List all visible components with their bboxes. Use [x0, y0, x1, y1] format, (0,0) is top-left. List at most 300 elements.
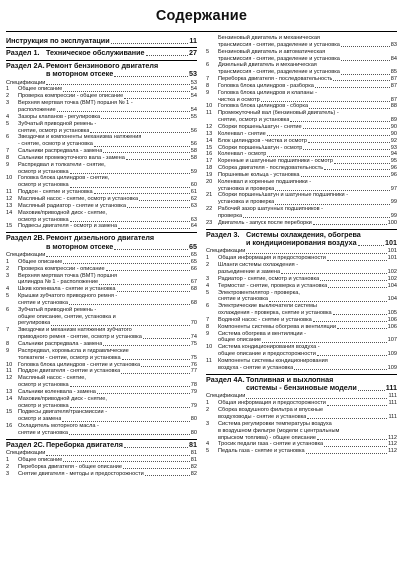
toc-entry-page: 90	[390, 130, 397, 137]
dot-leader	[317, 355, 387, 356]
toc-entry-page: 68	[190, 299, 197, 306]
toc-entry[interactable]	[206, 35, 397, 42]
toc-entry[interactable]	[6, 341, 197, 348]
toc-entry-page: 54	[190, 93, 197, 100]
toc-entry-number: 1	[206, 400, 210, 407]
toc-entry[interactable]	[206, 331, 397, 338]
toc-entry-title: Верхняя мертвая точка (ВМТ) поршня № 1 -	[18, 100, 133, 107]
toc-entry[interactable]	[6, 169, 197, 176]
toc-entry[interactable]	[6, 259, 197, 266]
toc-entry[interactable]	[206, 303, 397, 310]
toc-entry-page: 77	[190, 368, 197, 375]
dot-leader	[145, 475, 190, 476]
toc-entry[interactable]	[206, 42, 397, 49]
toc-entry[interactable]	[206, 151, 397, 158]
toc-entry[interactable]	[206, 165, 397, 172]
toc-entry-title: Головка блока цилиндров - сборка	[218, 103, 309, 110]
toc-entry-page: 97	[390, 185, 397, 192]
toc-entry[interactable]	[6, 203, 197, 210]
toc-entry-page: 58	[190, 148, 197, 155]
toc-entry-title: Двигатель - запуск после переборки	[218, 219, 312, 226]
toc-entry[interactable]	[6, 320, 197, 327]
toc-entry-number: 10	[206, 103, 213, 110]
toc-entry[interactable]	[6, 114, 197, 121]
toc-entry[interactable]	[6, 189, 197, 196]
toc-entry-page: 111	[388, 400, 397, 407]
toc-entry-title: осмотр и установка	[18, 382, 69, 389]
toc-entry-title: Сальники распредвала - замена	[18, 148, 103, 155]
toc-entry[interactable]	[6, 327, 197, 334]
toc-entry-title: Шкив коленвала - снятие и установка	[18, 286, 116, 293]
toc-entry-title: Тросик педали газа - снятие и установка	[218, 441, 324, 448]
toc-heading-section-3-line2[interactable]: и кондиционирования воздуха 101	[246, 238, 397, 248]
toc-spec-2c[interactable]: Спецификации 81	[6, 450, 197, 457]
toc-entry-title: Зубчатый приводной ремень -	[18, 120, 97, 127]
toc-entry-title: приводного ремня - снятие, осмотр и установка	[18, 334, 142, 341]
toc-entry[interactable]	[6, 300, 197, 307]
dot-leader	[141, 366, 190, 367]
toc-entry-number: 7	[206, 76, 210, 83]
toc-entry[interactable]	[6, 175, 197, 182]
toc-entry[interactable]	[206, 351, 397, 358]
toc-entry-title: Головка блока цилиндров - снятие,	[18, 175, 110, 182]
toc-entry-number: 13	[6, 388, 13, 395]
toc-entry[interactable]	[206, 428, 397, 435]
toc-entry[interactable]	[206, 414, 397, 421]
toc-entry[interactable]	[206, 199, 397, 206]
toc-entry-title: Зазоры клапанов - регулировка	[18, 113, 101, 120]
toc-entry[interactable]	[6, 93, 197, 100]
toc-entry[interactable]	[206, 179, 397, 186]
toc-entry-page: 85	[390, 69, 397, 76]
toc-entry-number: 4	[206, 282, 210, 289]
toc-entry-number: 2	[6, 265, 10, 272]
toc-entry-title: Подвесы двигателя/трансмиссии -	[18, 409, 108, 416]
dot-leader	[275, 204, 389, 205]
toc-entry-number: 3	[6, 272, 10, 279]
toc-entry[interactable]	[6, 217, 197, 224]
toc-entry-number: 6	[206, 303, 210, 310]
toc-entry-title: Поддон двигателя - снятие и установка	[18, 368, 121, 375]
toc-entry[interactable]	[6, 162, 197, 169]
dot-leader	[70, 187, 190, 188]
toc-entry[interactable]	[6, 348, 197, 355]
toc-entry-title: Электрические выключатели системы	[218, 303, 317, 310]
toc-entry-page: 76	[190, 361, 197, 368]
toc-entry[interactable]	[206, 220, 397, 227]
toc-entry[interactable]	[6, 141, 197, 148]
toc-entry-page: 95	[390, 158, 397, 165]
toc-entry-title: Сальники промежуточного вала - замена	[18, 154, 125, 161]
toc-entry[interactable]	[6, 409, 197, 416]
toc-entry-number: 9	[6, 347, 10, 354]
toc-entry[interactable]	[6, 148, 197, 155]
toc-entry-page: 70	[190, 320, 197, 327]
toc-entry-title: цилиндра № 1 - расположение	[18, 279, 99, 286]
toc-entry-title: Верхняя мертвая точка (ВМТ) поршня	[18, 272, 118, 279]
toc-entry-page: 78	[190, 382, 197, 389]
dot-leader	[306, 453, 387, 454]
toc-entry-title: осмотр и установка	[18, 182, 69, 189]
toc-entry-title: Компоненты системы кондиционирования	[218, 357, 328, 364]
toc-entry-page: 96	[390, 165, 397, 172]
toc-entry-title: толкатели - снятие, осмотр и установка	[18, 354, 121, 361]
toc-entry[interactable]	[206, 213, 397, 220]
toc-entry-page: 84	[390, 55, 397, 62]
toc-list-2c	[6, 457, 197, 478]
dot-leader	[70, 221, 190, 222]
toc-entry-number: 2	[6, 463, 10, 470]
toc-entry[interactable]	[206, 269, 397, 276]
toc-heading-section-2a[interactable]: Раздел 2А. Ремонт бензинового двигателя	[6, 60, 159, 70]
toc-entry-title: осмотр и установка	[18, 402, 69, 409]
toc-entry[interactable]	[206, 172, 397, 179]
toc-entry[interactable]	[6, 334, 197, 341]
toc-entry-page: 60	[190, 182, 197, 189]
toc-spec-2a[interactable]: Спецификации 53	[6, 79, 197, 86]
dot-leader	[317, 439, 387, 440]
dot-leader	[63, 91, 189, 92]
toc-entry[interactable]	[206, 206, 397, 213]
toc-heading-section-1[interactable]: Раздел 1. Техническое обслуживание 27	[6, 48, 197, 58]
toc-heading-section-2b[interactable]: Раздел 2В. Ремонт дизельного двигателя	[6, 233, 155, 243]
toc-spec-2b[interactable]: Спецификации 65	[6, 252, 197, 258]
toc-entry-number: 4	[206, 441, 210, 448]
dot-leader	[269, 301, 387, 302]
toc-entry[interactable]	[6, 403, 197, 410]
toc-entry[interactable]	[206, 421, 397, 428]
toc-heading-section-3[interactable]: Раздел 3. Системы охлаждения, обогрева	[206, 229, 361, 239]
toc-entry[interactable]	[6, 464, 197, 471]
toc-entry-title: трансмиссия - снятие, разделение и установка	[218, 55, 340, 62]
toc-entry-page: 109	[387, 351, 397, 358]
toc-entry-number: 9	[206, 330, 210, 337]
toc-heading-section-2b-line2[interactable]: в моторном отсеке 65	[46, 241, 197, 251]
toc-entry[interactable]	[6, 86, 197, 93]
toc-entry-title: Крышки зубчатого приводного ремня -	[18, 293, 118, 300]
toc-entry[interactable]	[206, 337, 397, 344]
toc-entry-page: 112	[388, 448, 397, 455]
toc-entry[interactable]	[6, 314, 197, 321]
toc-entry-title: Блок цилиндров - чистка и осмотр	[218, 137, 308, 144]
toc-entry-page: 63	[190, 216, 197, 223]
toc-entry[interactable]	[206, 124, 397, 131]
toc-entry[interactable]	[6, 355, 197, 362]
dot-leader	[341, 74, 390, 75]
toc-entry-title: Головка блока цилиндров - разборка	[218, 82, 314, 89]
toc-entry-title: Звездочки и механизм натяжения зубчатого	[18, 327, 132, 334]
toc-entry-title: Коленвал - снятие	[218, 130, 266, 137]
toc-entry-title: Поддон - снятие и установка	[18, 189, 93, 196]
toc-entry-number: 10	[206, 344, 213, 351]
toc-entry-title: Сборка воздушного фильтра и впускные	[218, 407, 324, 414]
dot-leader	[94, 193, 190, 194]
toc-entry-number: 3	[6, 470, 10, 477]
toc-entry-page: 81	[190, 457, 197, 464]
toc-entry[interactable]	[206, 283, 397, 290]
toc-entry[interactable]	[6, 279, 197, 286]
toc-entry[interactable]	[6, 107, 197, 114]
toc-entry[interactable]	[206, 344, 397, 351]
toc-entry-title: Радиатор - снятие, осмотр и установка	[218, 275, 320, 282]
toc-entry-title: установка и проверка	[218, 185, 275, 192]
dot-leader	[341, 46, 390, 47]
dot-leader	[103, 345, 189, 346]
toc-entry-title: Зубчатый приводной ремень -	[18, 306, 97, 313]
toc-entry[interactable]	[206, 145, 397, 152]
toc-entry-number: 7	[206, 316, 210, 323]
dot-leader	[51, 325, 190, 326]
toc-entry-page: 83	[390, 41, 397, 48]
toc-heading-section-2a-line2[interactable]: в моторном отсеке 53	[46, 69, 197, 79]
toc-entry-page: 88	[390, 103, 397, 110]
dot-leader	[90, 132, 189, 133]
toc-entry[interactable]	[6, 155, 197, 162]
toc-entry-title: Дизельный двигатель и механическая	[218, 62, 317, 69]
toc-entry[interactable]	[206, 138, 397, 145]
dot-leader	[101, 118, 190, 119]
toc-entry[interactable]	[6, 423, 197, 430]
toc-entry[interactable]	[6, 307, 197, 314]
dot-leader	[121, 373, 190, 374]
dot-leader	[139, 200, 190, 201]
toc-list-2b	[6, 259, 197, 437]
toc-entry-page: 65	[190, 258, 197, 265]
toc-entry[interactable]	[6, 100, 197, 107]
toc-entry-title: Головка блока цилиндров и клапаны -	[218, 89, 317, 96]
toc-entry-number: 15	[6, 223, 13, 230]
toc-entry-page: 61	[190, 189, 197, 196]
toc-entry-number: 5	[6, 120, 10, 127]
toc-entry[interactable]	[206, 358, 397, 365]
toc-entry-title: разъединение и замена	[218, 268, 281, 275]
toc-entry-number: 11	[206, 110, 212, 117]
dot-leader	[294, 369, 386, 370]
toc-entry[interactable]	[206, 317, 397, 324]
toc-entry-title: Система кондиционирования воздуха -	[218, 344, 320, 351]
toc-heading-section-4a-line2[interactable]: системы - бензиновые модели 111	[246, 383, 397, 393]
toc-entry-page: 96	[390, 171, 397, 178]
dot-leader	[143, 338, 190, 339]
toc-entry-title: охлаждения - проверка, снятие и установка	[218, 310, 332, 317]
toc-entry-number: 12	[206, 123, 213, 130]
toc-entry[interactable]	[6, 266, 197, 273]
dot-leader	[320, 280, 386, 281]
toc-entry[interactable]	[206, 324, 397, 331]
toc-entry[interactable]	[6, 182, 197, 189]
toc-entry[interactable]	[206, 441, 397, 448]
dot-leader	[69, 304, 190, 305]
toc-entry-title: Сборки поршень/шатун - осмотр	[218, 144, 303, 151]
toc-entry[interactable]	[6, 430, 197, 437]
toc-entry-title: Промежуточный вал (бензиновый двигатель) -	[218, 110, 339, 117]
toc-entry-number: 6	[6, 134, 10, 141]
dot-leader	[303, 149, 389, 150]
toc-entry-page: 54	[190, 86, 197, 93]
toc-entry[interactable]	[206, 296, 397, 303]
right-column	[206, 35, 397, 455]
toc-spec-3[interactable]: Спецификации 101	[206, 248, 397, 255]
toc-entry[interactable]	[206, 97, 397, 104]
toc-entry[interactable]	[6, 362, 197, 369]
toc-entry-title: осмотр и замена	[18, 416, 62, 423]
toc-entry[interactable]	[206, 83, 397, 90]
toc-entry-page: 102	[387, 268, 397, 275]
toc-entry-number: 2	[206, 407, 210, 414]
toc-entry-page: 79	[190, 388, 197, 395]
dot-leader	[327, 405, 388, 406]
toc-entry-number: 5	[206, 48, 210, 55]
toc-entry-page: 59	[190, 168, 197, 175]
toc-entry[interactable]	[206, 76, 397, 83]
toc-entry[interactable]	[206, 103, 397, 110]
toc-entry-number: 2	[206, 262, 210, 269]
toc-entry[interactable]	[206, 186, 397, 193]
toc-entry-title: Сборка двигателя - последовательность	[218, 165, 324, 172]
toc-entry[interactable]	[206, 310, 397, 317]
toc-entry[interactable]	[206, 365, 397, 372]
toc-entry-page: 104	[387, 282, 397, 289]
toc-entry[interactable]	[206, 90, 397, 97]
toc-entry-title: Электровентилятор - проверка,	[218, 289, 300, 296]
toc-entry-page: 111	[388, 413, 397, 420]
left-column	[6, 35, 197, 478]
toc-entry-page: 99	[390, 212, 397, 219]
toc-entry-number: 1	[6, 457, 10, 464]
toc-entry-number: 22	[206, 206, 213, 213]
toc-entry-page: 90	[390, 123, 397, 130]
toc-entry-title: Масляный радиатор - снятие и установка	[18, 202, 126, 209]
toc-entry-title: Сборки поршень/шатун и шатунные подшипники -	[218, 192, 349, 199]
toc-entry-title: Переборка двигателя - последовательность	[218, 76, 333, 83]
toc-entry-title: Общее описание	[18, 86, 63, 93]
toc-entry[interactable]	[206, 435, 397, 442]
toc-entry[interactable]	[206, 255, 397, 262]
toc-entry[interactable]	[206, 290, 397, 297]
toc-entry[interactable]	[6, 396, 197, 403]
toc-entry-number: 21	[206, 192, 213, 199]
toc-entry-title: Сборки поршень/шатун - снятие	[218, 123, 302, 130]
toc-entry[interactable]	[206, 56, 397, 63]
toc-entry[interactable]	[6, 416, 197, 423]
toc-heading-intro[interactable]: Инструкция по эксплуатации 11	[6, 36, 197, 45]
toc-entry-number: 5	[206, 448, 210, 455]
toc-entry-page: 80	[190, 429, 197, 436]
toc-entry[interactable]	[206, 158, 397, 165]
toc-entry-title: Подвесы двигателя - осмотр и замена	[18, 223, 118, 230]
toc-list-2c-continued	[206, 35, 397, 227]
toc-entry-title: Бензиновый двигатель и механическая	[218, 35, 320, 41]
toc-entry[interactable]	[6, 134, 197, 141]
toc-entry[interactable]	[6, 368, 197, 375]
dot-leader	[70, 173, 190, 174]
toc-entry-page: 109	[387, 364, 397, 371]
toc-entry-title: снятие, осмотр и установка	[218, 117, 290, 124]
toc-entry-title: Охладитель моторного масла -	[18, 423, 99, 430]
toc-entry[interactable]	[206, 400, 397, 407]
toc-entry-number: 20	[206, 178, 213, 185]
toc-spec-4a[interactable]: Спецификации 111	[206, 393, 397, 400]
dot-leader	[313, 321, 387, 322]
toc-entry[interactable]	[6, 121, 197, 128]
toc-entry[interactable]	[6, 375, 197, 382]
toc-entry-page: 87	[390, 82, 397, 89]
toc-entry-page: 62	[190, 195, 197, 202]
toc-entry-page: 104	[387, 296, 397, 303]
dot-leader	[122, 359, 190, 360]
toc-entry-page: 67	[190, 279, 197, 286]
toc-entry[interactable]	[6, 128, 197, 135]
toc-entry-page: 89	[390, 117, 397, 124]
toc-entry-page: 87	[390, 76, 397, 83]
toc-entry-title: Маховик/приводной диск - снятие,	[18, 395, 107, 402]
toc-entry-number: 12	[6, 375, 13, 382]
dot-leader	[69, 434, 190, 435]
dot-leader	[290, 121, 389, 122]
toc-entry[interactable]	[6, 286, 197, 293]
toc-entry[interactable]	[6, 223, 197, 230]
dot-leader	[63, 263, 189, 264]
toc-entry-number: 8	[206, 323, 210, 330]
toc-entry[interactable]	[206, 192, 397, 199]
toc-entry-title: - снятие, осмотр и установка	[18, 141, 93, 148]
toc-entry-number: 14	[6, 209, 13, 216]
toc-entry[interactable]	[6, 382, 197, 389]
toc-entry-page: 56	[190, 127, 197, 134]
dot-leader	[303, 128, 390, 129]
toc-entry-number: 9	[206, 89, 210, 96]
toc-heading-section-2c[interactable]: Раздел 2С. Переборка двигателя 81	[6, 439, 197, 449]
title-rule	[6, 31, 397, 32]
toc-entry-page: 82	[190, 470, 197, 477]
toc-entry[interactable]	[206, 69, 397, 76]
toc-entry[interactable]	[6, 293, 197, 300]
toc-entry-page: 74	[190, 334, 197, 341]
toc-entry[interactable]	[6, 210, 197, 217]
toc-entry[interactable]	[6, 196, 197, 203]
toc-entry-page: 54	[190, 107, 197, 113]
toc-entry-number: 14	[206, 137, 213, 144]
toc-entry[interactable]	[6, 471, 197, 478]
toc-entry[interactable]	[6, 457, 197, 464]
toc-entry[interactable]	[206, 262, 397, 269]
toc-entry-number: 6	[6, 306, 10, 313]
toc-entry-number: 5	[6, 293, 10, 300]
toc-entry[interactable]	[206, 117, 397, 124]
dot-leader	[123, 468, 190, 469]
toc-entry-title: осмотр и установка	[18, 168, 69, 175]
dot-leader	[337, 328, 387, 329]
toc-entry[interactable]	[206, 62, 397, 69]
toc-entry[interactable]	[206, 49, 397, 56]
toc-entry-number: 7	[6, 327, 10, 334]
toc-entry-page: 56	[190, 141, 197, 148]
toc-entry-title: снятие и установка	[18, 429, 68, 436]
toc-entry-number: 4	[6, 113, 10, 120]
toc-entry[interactable]	[6, 389, 197, 396]
toc-entry-title: расположение	[18, 107, 56, 113]
toc-entry[interactable]	[206, 407, 397, 414]
toc-entry[interactable]	[206, 110, 397, 117]
toc-entry-title: Поршневые кольца - установка	[218, 171, 300, 178]
toc-entry[interactable]	[6, 273, 197, 280]
toc-entry[interactable]	[206, 131, 397, 138]
toc-entry[interactable]	[206, 276, 397, 283]
toc-entry[interactable]	[206, 448, 397, 455]
toc-heading-section-4a[interactable]: Раздел 4А. Топливная и выхлопная	[206, 374, 334, 384]
toc-entry-number: 16	[206, 151, 213, 158]
toc-entry-page: 101	[387, 255, 397, 262]
